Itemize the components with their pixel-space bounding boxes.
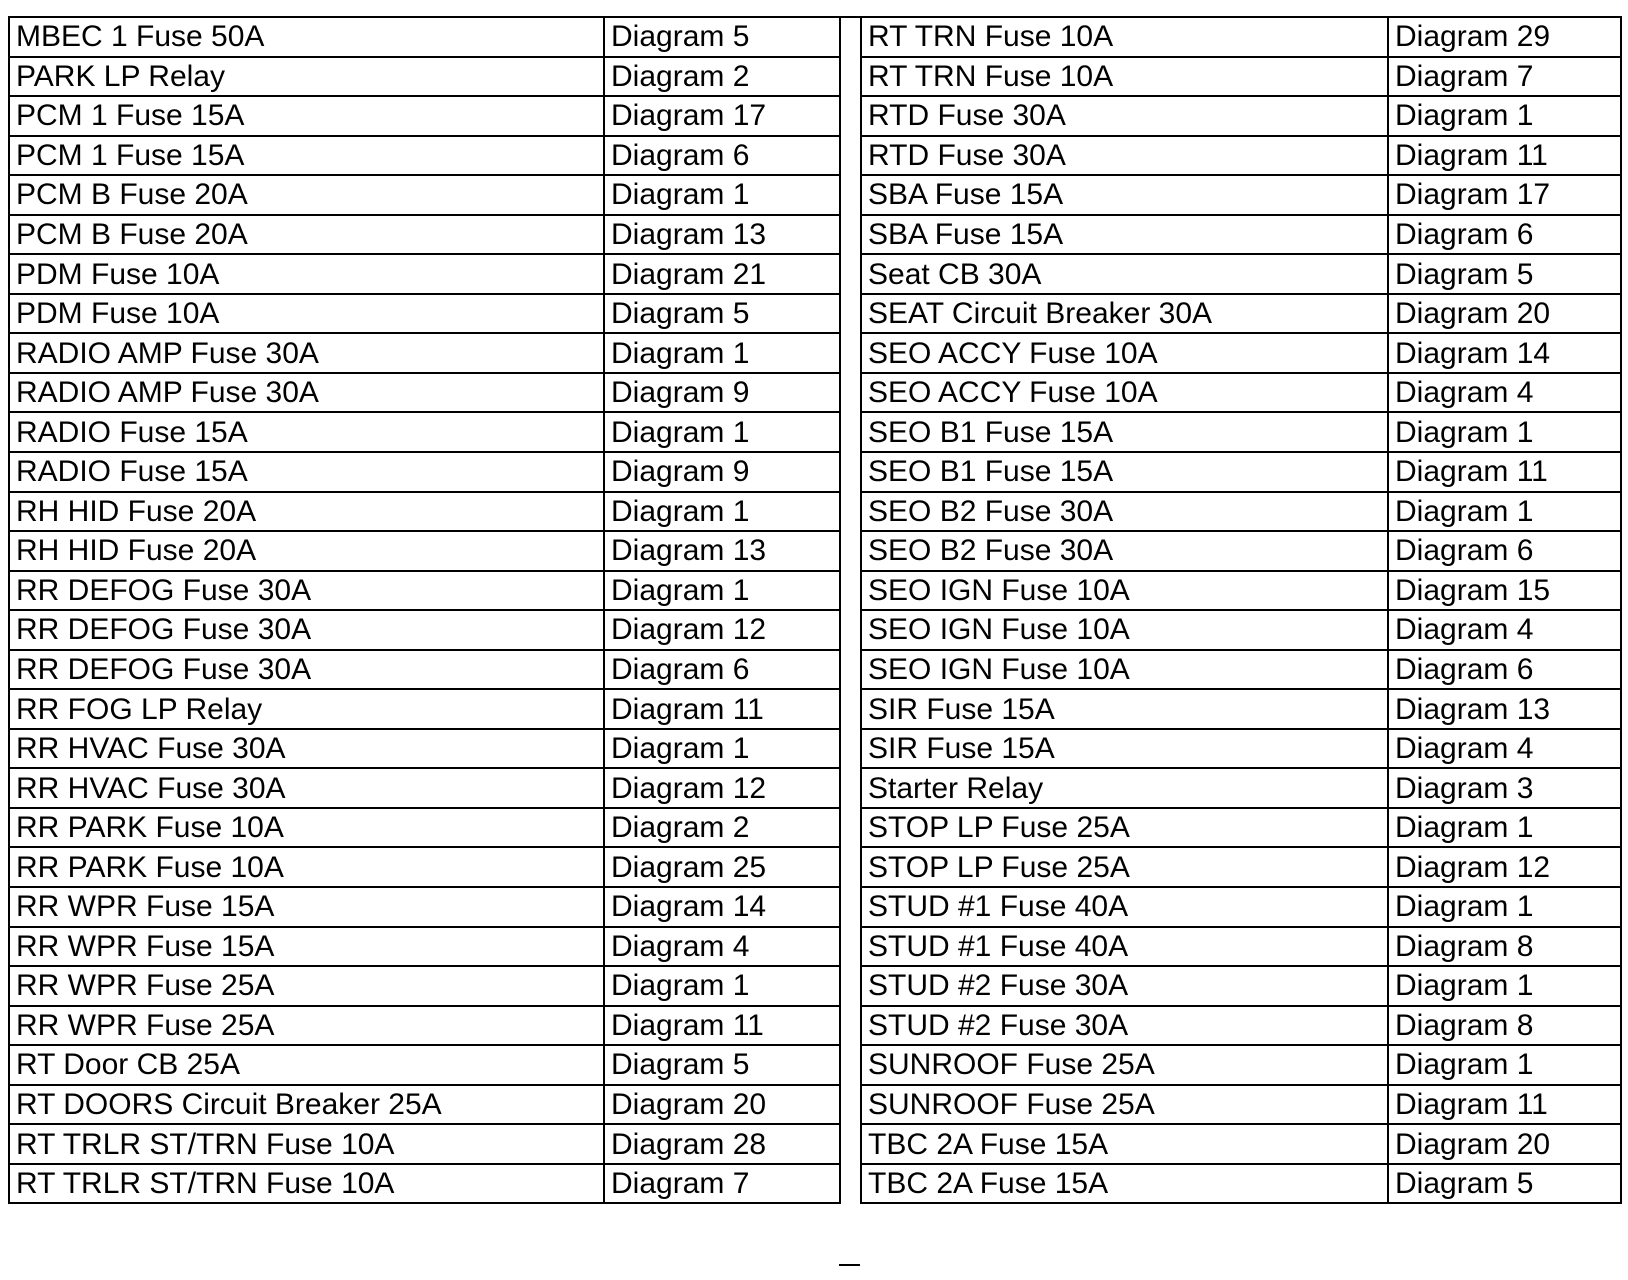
- diagram-ref-cell: Diagram 12: [604, 610, 840, 650]
- table-row: [9, 729, 840, 769]
- table-row: [9, 1164, 840, 1204]
- table-row: [9, 1006, 840, 1046]
- diagram-ref-cell: Diagram 25: [604, 847, 840, 887]
- diagram-ref-cell: Diagram 8: [1388, 1006, 1621, 1046]
- table-row: [9, 17, 840, 57]
- component-name-cell: RADIO Fuse 15A: [9, 452, 604, 492]
- table-row: [9, 373, 840, 413]
- component-name-cell: MBEC 1 Fuse 50A: [9, 17, 604, 57]
- component-name-cell: SEO IGN Fuse 10A: [861, 610, 1388, 650]
- table-row: [9, 531, 840, 571]
- component-name-cell: PCM B Fuse 20A: [9, 175, 604, 215]
- diagram-ref-cell: Diagram 12: [1388, 847, 1621, 887]
- component-index: [8, 16, 1620, 1266]
- diagram-ref-cell: Diagram 1: [604, 175, 840, 215]
- diagram-ref-cell: Diagram 12: [604, 768, 840, 808]
- table-row: [9, 333, 840, 373]
- table-row: [861, 17, 1621, 57]
- component-name-cell: PCM 1 Fuse 15A: [9, 136, 604, 176]
- diagram-ref-cell: Diagram 6: [604, 136, 840, 176]
- component-name-cell: STUD #2 Fuse 30A: [861, 1006, 1388, 1046]
- table-row: [9, 96, 840, 136]
- diagram-ref-cell: Diagram 8: [1388, 927, 1621, 967]
- diagram-ref-cell: Diagram 6: [604, 650, 840, 690]
- diagram-ref-cell: Diagram 1: [1388, 412, 1621, 452]
- table-row: [9, 452, 840, 492]
- table-row: [861, 689, 1621, 729]
- component-name-cell: RR HVAC Fuse 30A: [9, 729, 604, 769]
- diagram-ref-cell: Diagram 2: [604, 57, 840, 97]
- component-name-cell: SEO IGN Fuse 10A: [861, 650, 1388, 690]
- table-row: [861, 492, 1621, 532]
- diagram-ref-cell: Diagram 14: [604, 887, 840, 927]
- component-name-cell: RR DEFOG Fuse 30A: [9, 650, 604, 690]
- table-row: [9, 887, 840, 927]
- diagram-ref-cell: Diagram 11: [1388, 452, 1621, 492]
- diagram-ref-cell: Diagram 20: [604, 1085, 840, 1125]
- diagram-ref-cell: Diagram 29: [1388, 17, 1621, 57]
- component-name-cell: SIR Fuse 15A: [861, 689, 1388, 729]
- component-name-cell: RR WPR Fuse 15A: [9, 887, 604, 927]
- table-row: [861, 96, 1621, 136]
- component-name-cell: RTD Fuse 30A: [861, 136, 1388, 176]
- table-row: [861, 768, 1621, 808]
- component-name-cell: SEO ACCY Fuse 10A: [861, 333, 1388, 373]
- component-name-cell: RR WPR Fuse 25A: [9, 1006, 604, 1046]
- table-row: [9, 175, 840, 215]
- diagram-ref-cell: Diagram 5: [604, 17, 840, 57]
- diagram-ref-cell: Diagram 21: [604, 254, 840, 294]
- table-row: [861, 333, 1621, 373]
- component-name-cell: RH HID Fuse 20A: [9, 531, 604, 571]
- diagram-ref-cell: Diagram 9: [604, 373, 840, 413]
- table-row: [861, 610, 1621, 650]
- component-name-cell: STOP LP Fuse 25A: [861, 808, 1388, 848]
- diagram-ref-cell: Diagram 5: [1388, 254, 1621, 294]
- table-row: [861, 531, 1621, 571]
- table-row: [9, 689, 840, 729]
- diagram-ref-cell: Diagram 11: [604, 1006, 840, 1046]
- table-row: [9, 1085, 840, 1125]
- diagram-ref-cell: Diagram 2: [604, 808, 840, 848]
- table-row: [9, 610, 840, 650]
- component-name-cell: RR HVAC Fuse 30A: [9, 768, 604, 808]
- diagram-ref-cell: Diagram 1: [604, 571, 840, 611]
- table-row: [861, 927, 1621, 967]
- table-row: [861, 650, 1621, 690]
- diagram-ref-cell: Diagram 6: [1388, 531, 1621, 571]
- component-name-cell: TBC 2A Fuse 15A: [861, 1164, 1388, 1204]
- table-row: [861, 729, 1621, 769]
- component-name-cell: RR WPR Fuse 15A: [9, 927, 604, 967]
- component-name-cell: RADIO AMP Fuse 30A: [9, 333, 604, 373]
- diagram-ref-cell: Diagram 20: [1388, 1124, 1621, 1164]
- component-name-cell: PCM 1 Fuse 15A: [9, 96, 604, 136]
- diagram-ref-cell: Diagram 1: [604, 966, 840, 1006]
- diagram-ref-cell: Diagram 1: [1388, 966, 1621, 1006]
- component-name-cell: RADIO AMP Fuse 30A: [9, 373, 604, 413]
- component-name-cell: TBC 2A Fuse 15A: [861, 1124, 1388, 1164]
- table-row: [861, 412, 1621, 452]
- diagram-ref-cell: Diagram 4: [1388, 610, 1621, 650]
- component-name-cell: RR PARK Fuse 10A: [9, 808, 604, 848]
- diagram-ref-cell: Diagram 1: [604, 729, 840, 769]
- diagram-ref-cell: Diagram 17: [604, 96, 840, 136]
- diagram-ref-cell: Diagram 1: [604, 333, 840, 373]
- component-name-cell: STUD #2 Fuse 30A: [861, 966, 1388, 1006]
- table-row: [861, 215, 1621, 255]
- table-row: [9, 492, 840, 532]
- diagram-ref-cell: Diagram 5: [604, 1045, 840, 1085]
- table-row: [861, 1085, 1621, 1125]
- diagram-ref-cell: Diagram 17: [1388, 175, 1621, 215]
- component-name-cell: RR DEFOG Fuse 30A: [9, 610, 604, 650]
- table-row: [861, 1164, 1621, 1204]
- diagram-ref-cell: Diagram 1: [1388, 1045, 1621, 1085]
- diagram-ref-cell: Diagram 6: [1388, 650, 1621, 690]
- component-name-cell: SEAT Circuit Breaker 30A: [861, 294, 1388, 334]
- table-row: [9, 847, 840, 887]
- diagram-ref-cell: Diagram 5: [604, 294, 840, 334]
- component-name-cell: PARK LP Relay: [9, 57, 604, 97]
- component-name-cell: SUNROOF Fuse 25A: [861, 1045, 1388, 1085]
- column-gap: [839, 16, 860, 1266]
- component-name-cell: RT TRN Fuse 10A: [861, 57, 1388, 97]
- component-name-cell: RT TRLR ST/TRN Fuse 10A: [9, 1124, 604, 1164]
- component-name-cell: RTD Fuse 30A: [861, 96, 1388, 136]
- component-name-cell: SBA Fuse 15A: [861, 215, 1388, 255]
- diagram-ref-cell: Diagram 20: [1388, 294, 1621, 334]
- table-row: [861, 966, 1621, 1006]
- table-row: [9, 412, 840, 452]
- table-row: [861, 136, 1621, 176]
- diagram-ref-cell: Diagram 14: [1388, 333, 1621, 373]
- diagram-ref-cell: Diagram 1: [1388, 492, 1621, 532]
- diagram-ref-cell: Diagram 4: [1388, 729, 1621, 769]
- table-row: [861, 847, 1621, 887]
- diagram-ref-cell: Diagram 1: [1388, 887, 1621, 927]
- diagram-ref-cell: Diagram 7: [604, 1164, 840, 1204]
- diagram-ref-cell: Diagram 11: [604, 689, 840, 729]
- component-name-cell: SEO IGN Fuse 10A: [861, 571, 1388, 611]
- table-row: [9, 571, 840, 611]
- diagram-ref-cell: Diagram 11: [1388, 1085, 1621, 1125]
- component-name-cell: RR WPR Fuse 25A: [9, 966, 604, 1006]
- diagram-ref-cell: Diagram 28: [604, 1124, 840, 1164]
- component-name-cell: RR DEFOG Fuse 30A: [9, 571, 604, 611]
- diagram-ref-cell: Diagram 7: [1388, 57, 1621, 97]
- table-row: [861, 1124, 1621, 1164]
- table-row: [9, 768, 840, 808]
- table-row: [861, 373, 1621, 413]
- component-name-cell: SEO B2 Fuse 30A: [861, 531, 1388, 571]
- diagram-ref-cell: Diagram 1: [1388, 96, 1621, 136]
- component-name-cell: Seat CB 30A: [861, 254, 1388, 294]
- table-row: [861, 571, 1621, 611]
- table-row: [861, 175, 1621, 215]
- component-name-cell: SEO B2 Fuse 30A: [861, 492, 1388, 532]
- component-name-cell: RT DOORS Circuit Breaker 25A: [9, 1085, 604, 1125]
- table-row: [9, 136, 840, 176]
- component-name-cell: STUD #1 Fuse 40A: [861, 887, 1388, 927]
- table-row: [9, 215, 840, 255]
- component-name-cell: SUNROOF Fuse 25A: [861, 1085, 1388, 1125]
- table-row: [9, 966, 840, 1006]
- table-row: [9, 57, 840, 97]
- table-row: [861, 887, 1621, 927]
- component-name-cell: SEO ACCY Fuse 10A: [861, 373, 1388, 413]
- component-name-cell: SIR Fuse 15A: [861, 729, 1388, 769]
- component-name-cell: STUD #1 Fuse 40A: [861, 927, 1388, 967]
- table-row: [861, 294, 1621, 334]
- diagram-ref-cell: Diagram 9: [604, 452, 840, 492]
- table-row: [861, 1006, 1621, 1046]
- component-name-cell: RT TRLR ST/TRN Fuse 10A: [9, 1164, 604, 1204]
- component-name-cell: SEO B1 Fuse 15A: [861, 412, 1388, 452]
- diagram-ref-cell: Diagram 4: [1388, 373, 1621, 413]
- component-name-cell: SEO B1 Fuse 15A: [861, 452, 1388, 492]
- component-table-left: [8, 16, 841, 1204]
- diagram-ref-cell: Diagram 13: [1388, 689, 1621, 729]
- table-row: [861, 57, 1621, 97]
- component-name-cell: PCM B Fuse 20A: [9, 215, 604, 255]
- component-name-cell: SBA Fuse 15A: [861, 175, 1388, 215]
- table-row: [9, 254, 840, 294]
- component-name-cell: Starter Relay: [861, 768, 1388, 808]
- component-table-right: [860, 16, 1622, 1204]
- component-name-cell: RT TRN Fuse 10A: [861, 17, 1388, 57]
- diagram-ref-cell: Diagram 6: [1388, 215, 1621, 255]
- diagram-ref-cell: Diagram 1: [604, 412, 840, 452]
- table-row: [9, 294, 840, 334]
- table-row: [9, 927, 840, 967]
- component-name-cell: RH HID Fuse 20A: [9, 492, 604, 532]
- table-row: [9, 1045, 840, 1085]
- diagram-ref-cell: Diagram 13: [604, 215, 840, 255]
- table-row: [9, 650, 840, 690]
- diagram-ref-cell: Diagram 3: [1388, 768, 1621, 808]
- diagram-ref-cell: Diagram 4: [604, 927, 840, 967]
- component-name-cell: RR PARK Fuse 10A: [9, 847, 604, 887]
- diagram-ref-cell: Diagram 13: [604, 531, 840, 571]
- table-row: [9, 808, 840, 848]
- table-row: [861, 808, 1621, 848]
- component-name-cell: RR FOG LP Relay: [9, 689, 604, 729]
- diagram-ref-cell: Diagram 15: [1388, 571, 1621, 611]
- component-name-cell: PDM Fuse 10A: [9, 294, 604, 334]
- component-name-cell: RADIO Fuse 15A: [9, 412, 604, 452]
- table-row: [9, 1124, 840, 1164]
- diagram-ref-cell: Diagram 1: [604, 492, 840, 532]
- diagram-ref-cell: Diagram 11: [1388, 136, 1621, 176]
- component-name-cell: PDM Fuse 10A: [9, 254, 604, 294]
- diagram-ref-cell: Diagram 5: [1388, 1164, 1621, 1204]
- component-name-cell: STOP LP Fuse 25A: [861, 847, 1388, 887]
- table-row: [861, 254, 1621, 294]
- component-name-cell: RT Door CB 25A: [9, 1045, 604, 1085]
- diagram-ref-cell: Diagram 1: [1388, 808, 1621, 848]
- table-row: [861, 1045, 1621, 1085]
- table-row: [861, 452, 1621, 492]
